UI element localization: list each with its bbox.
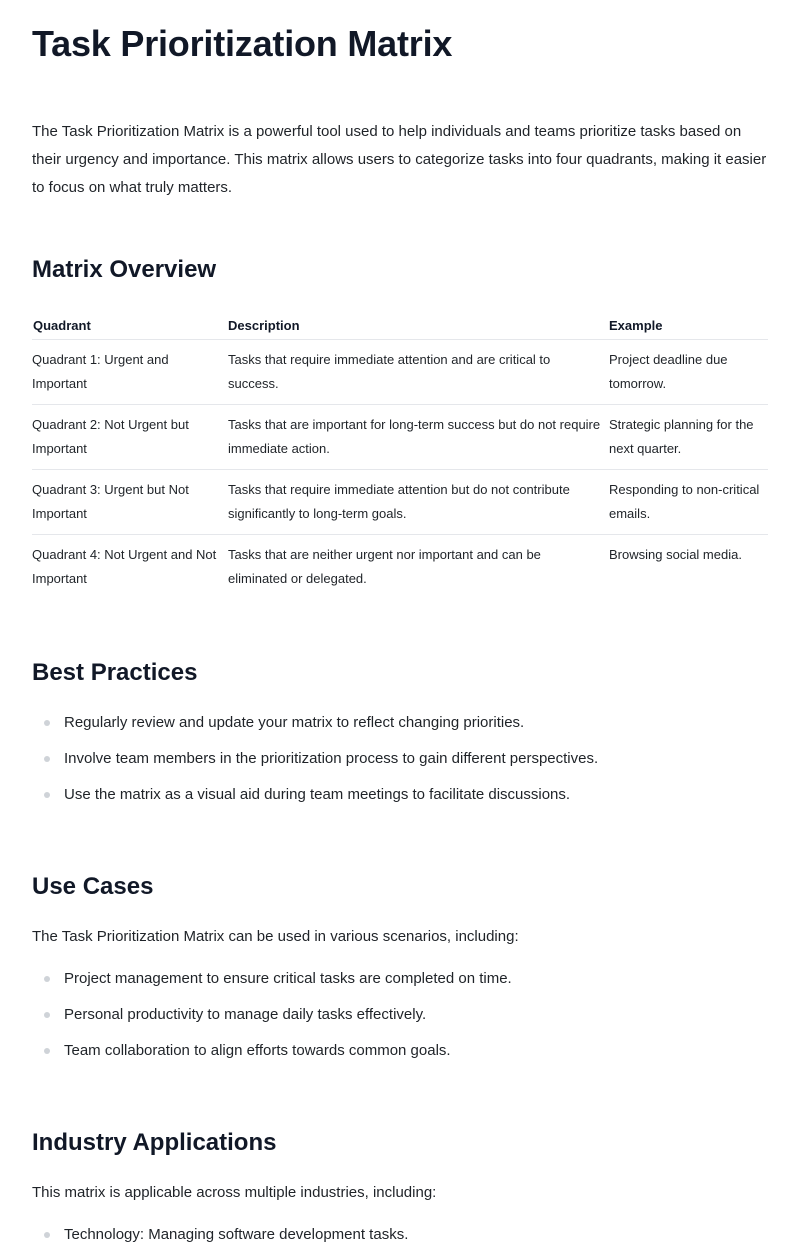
description-cell: Tasks that require immediate attention and are critical to success.: [221, 340, 602, 405]
page-title: Task Prioritization Matrix: [32, 23, 453, 64]
best-practices-heading: Best Practices: [32, 659, 198, 686]
list-item: [32, 1033, 768, 1069]
table-row: [32, 535, 768, 600]
quadrant-cell: Quadrant 3: Urgent but Not Important: [32, 470, 221, 535]
bullet-icon: [44, 976, 50, 982]
list-item-text: Regularly review and update your matrix to reflect changing priorities.: [64, 714, 525, 731]
industry-list: [32, 1217, 768, 1253]
quadrant-cell: Quadrant 4: Not Urgent and Not Important: [32, 547, 217, 586]
best-practices-list: [32, 705, 768, 813]
example-cell: Browsing social media.: [609, 547, 742, 562]
table-header-row: [32, 313, 768, 340]
example-cell: Project deadline due tomorrow.: [602, 340, 768, 405]
list-item-text: Personal productivity to manage daily tasks effectively.: [64, 1006, 427, 1023]
list-item: [32, 741, 768, 777]
list-item-text: Use the matrix as a visual aid during team meetings to facilitate discussions.: [64, 786, 571, 803]
description-cell: Tasks that require immediate attention but do not contribute significantly to long-term goals.: [221, 470, 602, 535]
matrix-table: [32, 313, 768, 599]
column-header-quadrant: Quadrant: [32, 313, 221, 340]
list-item: [32, 997, 768, 1033]
table-row: [32, 405, 768, 470]
bullet-icon: [44, 1232, 50, 1238]
intro-paragraph: The Task Prioritization Matrix is a powerful tool used to help individuals and teams prioritize tasks based on their urgency and importance. This matrix allows users to categorize tasks into four quadrants, making it easier to focus on what truly matters.: [32, 123, 767, 196]
column-header-example: Example: [602, 313, 768, 340]
list-item-text: Involve team members in the prioritization process to gain different perspectives.: [64, 750, 599, 767]
list-item: [32, 705, 768, 741]
example-cell: Responding to non-critical emails.: [602, 470, 768, 535]
use-cases-intro: The Task Prioritization Matrix can be used in various scenarios, including:: [32, 928, 519, 945]
industry-intro: This matrix is applicable across multiple industries, including:: [32, 1184, 437, 1201]
bullet-icon: [44, 1048, 50, 1054]
list-item: [32, 1217, 768, 1253]
list-item-text: Team collaboration to align efforts towards common goals.: [64, 1042, 451, 1059]
matrix-overview-heading: Matrix Overview: [32, 256, 217, 283]
list-item: [32, 961, 768, 997]
list-item-text: Technology: Managing software development tasks.: [64, 1226, 409, 1243]
list-item-text: Project management to ensure critical tasks are completed on time.: [64, 970, 512, 987]
table-row: [32, 470, 768, 535]
table-row: [32, 340, 768, 405]
column-header-description: Description: [221, 313, 602, 340]
use-cases-heading: Use Cases: [32, 873, 154, 900]
list-item: [32, 777, 768, 813]
use-cases-list: [32, 961, 768, 1069]
bullet-icon: [44, 756, 50, 762]
example-cell: Strategic planning for the next quarter.: [602, 405, 768, 470]
description-cell: Tasks that are important for long-term success but do not require immediate action.: [221, 405, 602, 470]
quadrant-cell: Quadrant 1: Urgent and Important: [32, 340, 221, 405]
bullet-icon: [44, 1012, 50, 1018]
bullet-icon: [44, 720, 50, 726]
industry-applications-heading: Industry Applications: [32, 1129, 277, 1156]
quadrant-cell: Quadrant 2: Not Urgent but Important: [32, 405, 221, 470]
bullet-icon: [44, 792, 50, 798]
description-cell: Tasks that are neither urgent nor important and can be eliminated or delegated.: [228, 547, 541, 586]
